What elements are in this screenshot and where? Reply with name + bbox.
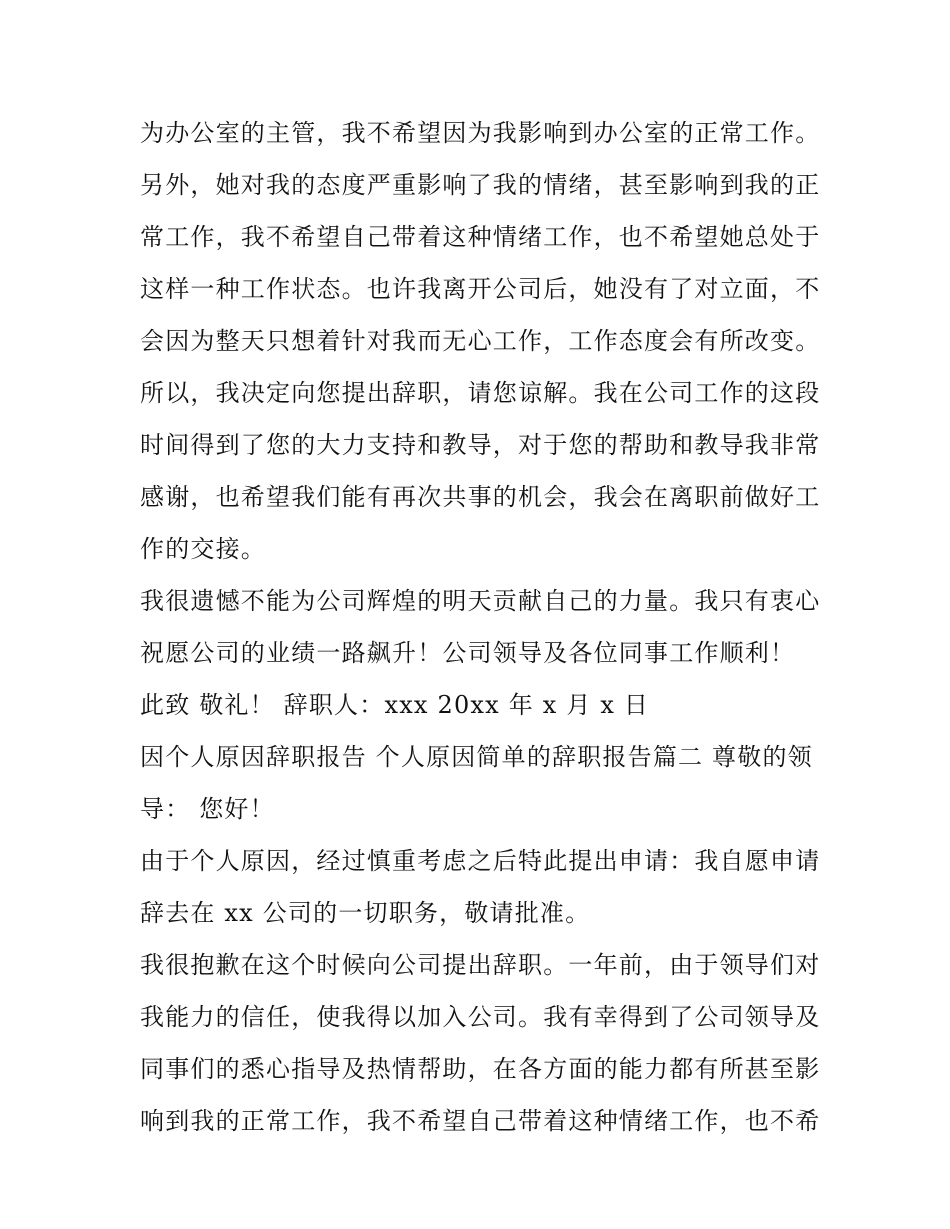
text-line: 为办公室的主管，我不希望因为我影响到办公室的正常工作。 xyxy=(140,119,821,147)
text-line: 这样一种工作状态。也许我离开公司后，她没有了对立面，不 xyxy=(140,275,821,303)
text-line: 常工作，我不希望自己带着这种情绪工作，也不希望她总处于 xyxy=(140,223,821,251)
signature-line: 此致 敬礼！ 辞职人：xxx 20xx 年 x 月 x 日 xyxy=(140,691,650,719)
text-line: 所以，我决定向您提出辞职，请您谅解。我在公司工作的这段 xyxy=(140,379,821,407)
text-line: 祝愿公司的业绩一路飙升！公司领导及各位同事工作顺利！ xyxy=(140,639,796,667)
greeting-line: 导： 您好！ xyxy=(140,795,275,823)
text-line: 我很抱歉在这个时候向公司提出辞职。一年前，由于领导们对 xyxy=(140,951,821,979)
text-line: 时间得到了您的大力支持和教导，对于您的帮助和教导我非常 xyxy=(140,431,821,459)
text-line: 辞去在 xx 公司的一切职务，敬请批准。 xyxy=(140,899,591,927)
text-line: 会因为整天只想着针对我而无心工作，工作态度会有所改变。 xyxy=(140,327,821,355)
text-line: 响到我的正常工作，我不希望自己带着这种情绪工作，也不希 xyxy=(140,1107,821,1135)
text-line: 由于个人原因，经过慎重考虑之后特此提出申请：我自愿申请 xyxy=(140,847,821,875)
text-line: 感谢，也希望我们能有再次共事的机会，我会在离职前做好工 xyxy=(140,483,821,511)
section-heading-line: 因个人原因辞职报告 个人原因简单的辞职报告篇二 尊敬的领 xyxy=(140,743,813,771)
text-line: 作的交接。 xyxy=(140,535,266,563)
text-line: 我能力的信任，使我得以加入公司。我有幸得到了公司领导及 xyxy=(140,1003,821,1031)
text-line: 同事们的悉心指导及热情帮助，在各方面的能力都有所甚至影 xyxy=(140,1055,821,1083)
text-line: 另外，她对我的态度严重影响了我的情绪，甚至影响到我的正 xyxy=(140,171,821,199)
text-line: 我很遗憾不能为公司辉煌的明天贡献自己的力量。我只有衷心 xyxy=(140,587,821,615)
